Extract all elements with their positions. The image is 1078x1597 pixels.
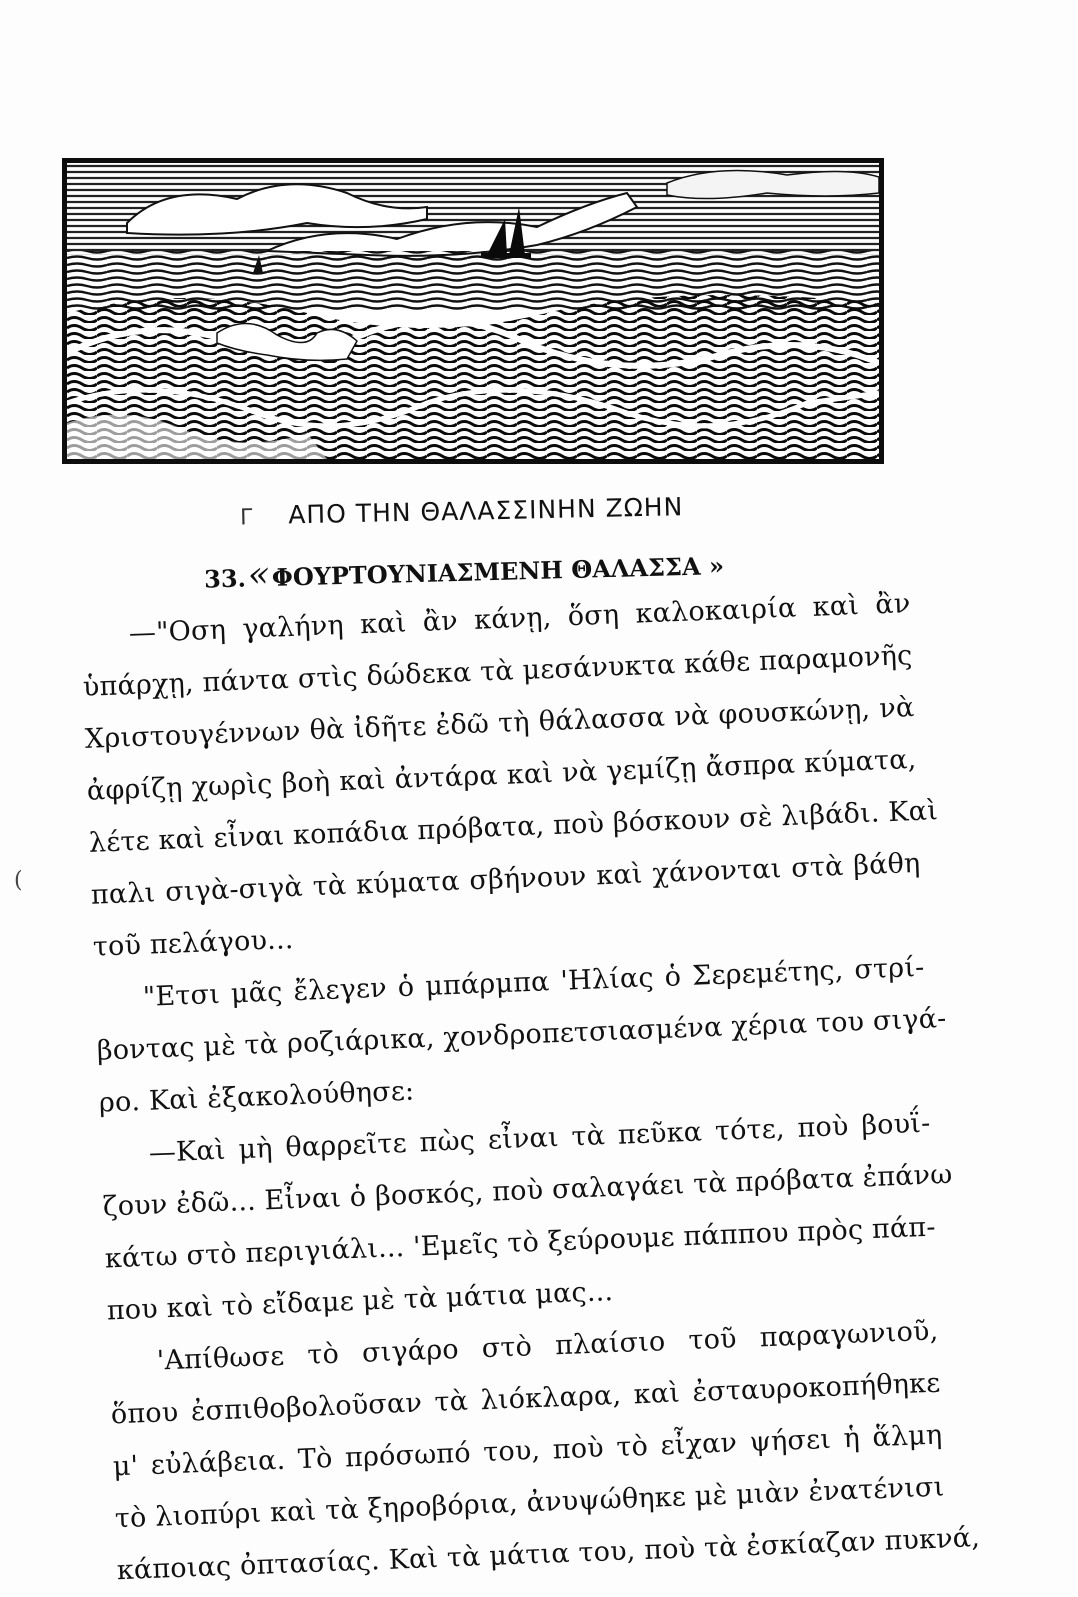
body-line: ρο. Καὶ ἐξακολούθησε: [98,1075,415,1119]
section-heading [240,491,760,531]
body-line: κάποιας ὀπτασίας. Καὶ τὰ μάτια του, ποὺ τὰ ἐσκίαζαν πυκνά, [116,1522,981,1587]
body-line: τοῦ πελάγου... [92,924,295,963]
body-line: ἀφρίζῃ χωρὶς βοὴ καὶ ἀντάρα καὶ νὰ γεμίζῃ ἄσπρα κύματα, [86,744,917,807]
body-line: —Καὶ μὴ θαρρεῖτε πὼς εἶναι τὰ πεῦκα τότε, ποὺ βουΐ- [148,1107,931,1169]
body-line: κάτω στὸ περιγιάλι... 'Εμεῖς τὸ ξεύρουμε πάππου πρὸς πάπ- [104,1211,937,1275]
margin-mark: ( [14,868,23,893]
body-line: τὸ λιοπύρι καὶ τὰ ξηροβόρια, ἀνυψώθηκε μὲ μιὰν ἐνατένισι [114,1471,945,1535]
body-line: βοντας μὲ τὰ ροζιάρικα, χονδροπετσιασμένα χέρια του σιγά- [96,1003,948,1067]
body-line: που καὶ τὸ εἴδαμε μὲ τὰ μάτια μας... [106,1276,614,1327]
stormy-sea-illustration [62,158,884,464]
body-line: ὅπου ἐσπιθοβολοῦσαν τὰ λιόκλαρα, καὶ ἐσταυροκοπήθηκε [110,1367,941,1431]
handwritten-mark: Γ [239,505,254,531]
body-line: παλι σιγὰ-σιγὰ τὰ κύματα σβήνουν καὶ χάνονται στὰ βάθη [90,847,921,911]
chapter-close-quote: » [708,550,725,581]
body-line: ὑπάρχῃ, πάντα στὶς δώδεκα τὰ μεσάνυκτα κάθε παραμονῆς [82,640,913,703]
body-line: μ' εὐλάβεια. Τὸ πρόσωπό του, ποὺ τὸ εἶχαν ψήσει ἡ ἅλμη [112,1419,943,1483]
body-line: "Ετσι μᾶς ἔλεγεν ὁ μπάρμπα 'Ηλίας ὁ Σερεμέτης, στρί- [142,951,925,1013]
body-line: ζουν ἐδῶ... Εἶναι ὁ βοσκός, ποὺ σαλαγάει τὰ πρόβατα ἐπάνω [102,1158,954,1223]
body-line: 'Απίθωσε τὸ σιγάρο στὸ πλαίσιο τοῦ παραγωνιοῦ, [156,1315,939,1377]
body-line: —"Οση γαλήνη καὶ ἂν κάνῃ, ὅση καλοκαιρία καὶ ἂν [128,588,911,650]
body-line: Χριστουγέννων θὰ ἰδῆτε ἐδῶ τὴ θάλασσα νὰ φουσκώνῃ, νὰ [84,692,915,755]
chapter-open-quote: « [247,553,271,596]
section-heading-title: ΑΠΟ ΤΗΝ ΘΑΛΑΣΣΙΝΗΝ ΖΩΗΝ [287,492,684,530]
sea-engraving [67,163,879,459]
body-line: λέτε καὶ εἶναι κοπάδια πρόβατα, ποὺ βόσκουν σὲ λιβάδι. Καὶ [88,795,939,859]
chapter-title-text: ΦΟΥΡΤΟΥΝΙΑΣΜΕΝΗ ΘΑΛΑΣΣΑ [271,551,701,592]
chapter-number: 33. [203,563,247,594]
body-text [80,578,981,1597]
